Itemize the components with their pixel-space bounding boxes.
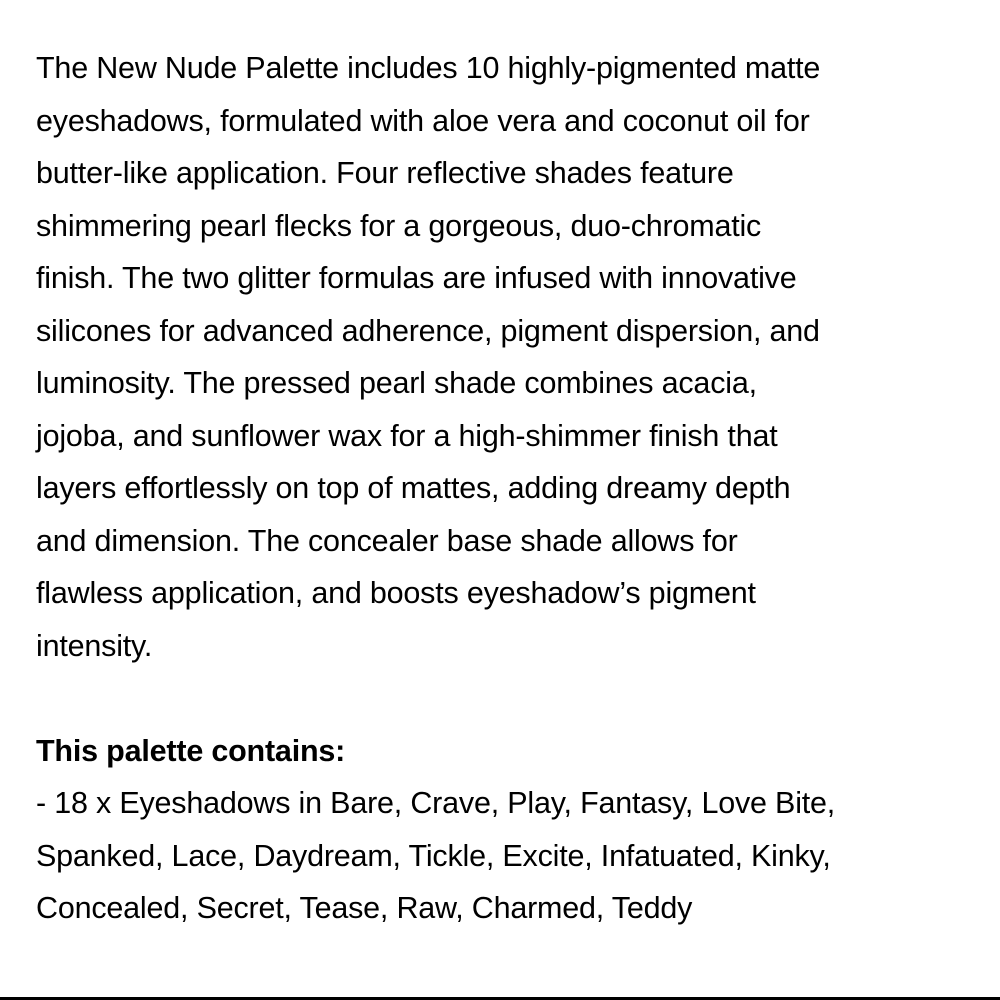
description-line: eyeshadows, formulated with aloe vera and coconut oil for	[36, 103, 810, 138]
description-line: shimmering pearl flecks for a gorgeous, duo-chromatic	[36, 208, 762, 243]
description-line: flawless application, and boosts eyeshadow’s pigment	[36, 576, 756, 610]
description-line: The New Nude Palette includes 10 highly-pigmented matte	[36, 51, 821, 85]
description-paragraph	[36, 42, 976, 672]
description-line: jojoba, and sunflower wax for a high-shimmer finish that	[36, 418, 778, 453]
contents-line: Concealed, Secret, Tease, Raw, Charmed, Teddy	[36, 891, 693, 925]
description-line: silicones for advanced adherence, pigment dispersion, and	[36, 313, 820, 348]
paragraph-spacer	[36, 672, 976, 725]
description-line: and dimension. The concealer base shade allows for	[36, 523, 738, 558]
description-line: layers effortlessly on top of mattes, adding dreamy depth	[36, 471, 791, 505]
contents-line: Spanked, Lace, Daydream, Tickle, Excite, Infatuated, Kinky,	[36, 838, 831, 873]
description-line: butter-like application. Four reflective shades feature	[36, 156, 734, 190]
description-line: luminosity. The pressed pearl shade combines acacia,	[36, 366, 757, 400]
contents-heading: This palette contains:	[36, 733, 346, 768]
contents-line: - 18 x Eyeshadows in Bare, Crave, Play, Fantasy, Love Bite,	[36, 786, 836, 820]
contents-section	[36, 725, 976, 935]
description-line: intensity.	[36, 628, 153, 663]
product-details	[36, 42, 976, 935]
description-line: finish. The two glitter formulas are infused with innovative	[36, 261, 797, 295]
